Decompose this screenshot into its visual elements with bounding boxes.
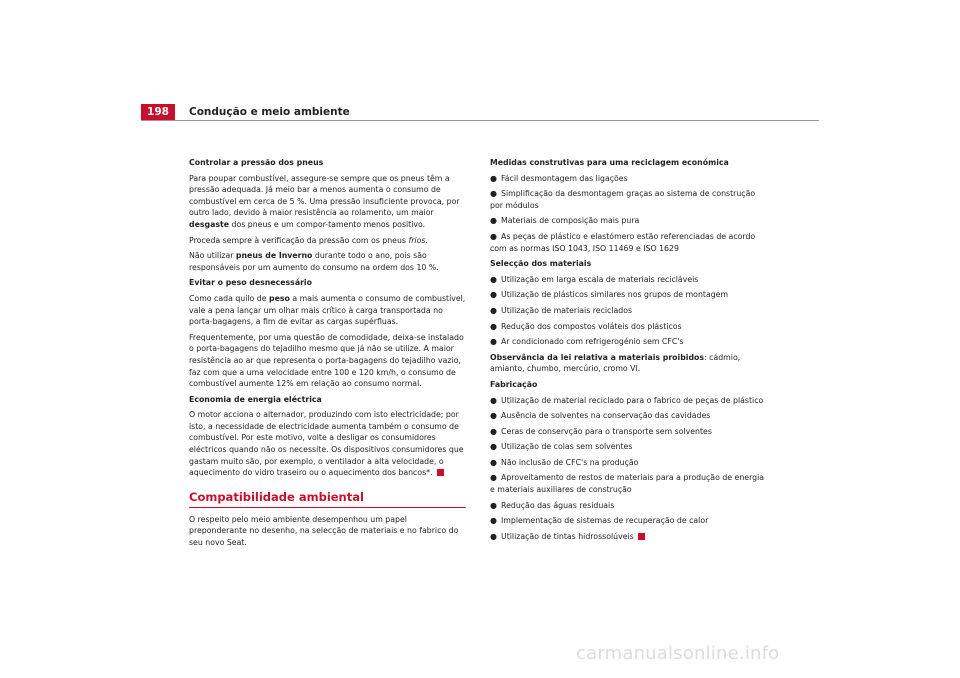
- right-column: [490, 154, 767, 546]
- bullet-icon: ●: [490, 274, 497, 284]
- bold-run: Observância da lei relativa a materiais proibidos: [490, 352, 705, 362]
- weight-paragraph-1: [189, 293, 466, 328]
- list-item-text: Redução dos compostos voláteis dos plásticos: [501, 321, 682, 331]
- bullet-icon: ●: [490, 337, 497, 347]
- page-number-badge: 198: [141, 104, 175, 121]
- text-run: : cádmio, amianto, chumbo, mercúrio, cromo VI.: [490, 352, 741, 374]
- italic-run: frios: [408, 235, 426, 245]
- electric-paragraph: [189, 409, 466, 479]
- text-run: a mais aumenta o consumo de combustível, vale a pena lançar um olhar mais crítico à carga transportada no porta-bagagens, a fim de evitar as cargas supérfluas.: [189, 293, 466, 327]
- text-run: dos pneus e um compor-tamento menos positivo.: [229, 219, 426, 229]
- end-of-section-mark: [437, 469, 444, 476]
- section-paragraph: O respeito pelo meio ambiente desempenhou um papel preponderante no desenho, na selecção de materiais e no fabrico do seu novo Seat.: [189, 514, 459, 548]
- tire-pressure-heading: Controlar a pressão dos pneus: [189, 158, 324, 167]
- list-item-text: As peças de plástico e elastómero estão referenciadas de acordo com as normas ISO 1043, ISO 11469 e ISO 1629: [490, 231, 756, 253]
- text-run: durante todo o ano, pois são responsáveis por um aumento do consumo na ordem dos 10 %.: [189, 251, 439, 272]
- tire-paragraph-2: [189, 235, 466, 247]
- list-item-text: Implementação de sistemas de recuperação de calor: [501, 516, 709, 526]
- bold-run: desgaste: [189, 219, 230, 229]
- bullet-icon: ●: [490, 442, 497, 452]
- list-item: [490, 173, 767, 185]
- bullet-icon: ●: [490, 305, 497, 315]
- list-item: [490, 336, 767, 348]
- list-item-text: Utilização de material reciclado para o fabrico de peças de plástico: [501, 395, 764, 405]
- list-item-text: Utilização de colas sem solventes: [501, 442, 633, 452]
- list-item: [490, 231, 767, 254]
- bullet-icon: ●: [490, 231, 497, 241]
- list-item: [490, 274, 767, 286]
- weight-paragraph-2: Frequentemente, por uma questão de comodidade, deixa-se instalado o porta-bagagens do tejadilho mesmo que já não se utilize. A maior resistência ao ar que representa o porta-bagagens do tejadilho vazio, faz com que a uma velocidade entre 100 e 120 km/h, o consumo de combustível aumente 12% em relação ao consumo normal.: [189, 332, 464, 389]
- end-of-section-mark: [638, 533, 645, 540]
- bullet-icon: ●: [490, 321, 497, 331]
- bullet-icon: ●: [490, 216, 497, 226]
- bullet-icon: ●: [490, 395, 497, 405]
- electric-heading: Economia de energia eléctrica: [189, 394, 322, 404]
- list-item: [490, 321, 767, 333]
- bullet-icon: ●: [490, 411, 497, 421]
- left-column: [189, 154, 466, 553]
- bullet-icon: ●: [490, 173, 497, 183]
- bold-run: peso: [269, 293, 290, 303]
- bold-run: pneus de Inverno: [235, 251, 313, 261]
- list-item: [490, 515, 767, 527]
- section-heading: Compatibilidade ambiental: [189, 489, 466, 508]
- list-item: [490, 457, 767, 469]
- text-run: O motor acciona o alternador, produzindo com isto electricidade; por isto, a necessidade de electricidade aumenta também o consumo de combustível. Por este motivo, volte a desligar os consumidores eléctricos quando não os necessite. Os dispositivos consumidores que gastam muito são, por exemplo, o ventilador a alta velocidade, o aquecimento do vidro traseiro ou o aquecimento dos bancos*.: [189, 410, 464, 478]
- bullet-icon: ●: [490, 290, 497, 300]
- list-item-text: Simplificação da desmontagem graças ao sistema de construção por módulos: [490, 189, 756, 210]
- manufacture-list: [490, 395, 767, 543]
- list-item: [490, 472, 767, 495]
- list-item: [490, 441, 767, 453]
- text-run: Como cada quilo de: [189, 293, 270, 303]
- list-item-text: Aproveitamento de restos de materiais para a produção de energia e materiais auxiliares de construção: [490, 473, 765, 495]
- text-run: Para poupar combustível, assegure-se sempre que os pneus têm a pressão adequada. Já meio bar a menos aumenta o consumo de combustível em cerca de 5 %. Uma pressão insuficiente provoca, por outro lado, devido à maior resistência ao rolamento, um maior: [189, 173, 460, 218]
- text-run: .: [425, 235, 428, 245]
- list-item-text: Materiais de composição mais pura: [501, 216, 640, 226]
- list-item: [490, 531, 767, 543]
- list-item-text: Ceras de conservção para o transporte sem solventes: [501, 426, 712, 436]
- materials-list: [490, 274, 767, 348]
- list-item: [490, 289, 767, 301]
- list-item-text: Utilização de tintas hidrossolúveis: [501, 531, 634, 541]
- list-item-text: Utilização de plásticos similares nos grupos de montagem: [501, 290, 729, 300]
- tire-paragraph-1: [189, 173, 466, 231]
- bullet-icon: ●: [490, 500, 497, 510]
- watermark-text: carmanualsonline.info: [576, 643, 780, 664]
- list-item: [490, 410, 767, 422]
- bullet-icon: ●: [490, 189, 497, 199]
- list-item-text: Utilização em larga escala de materiais recicláveis: [501, 274, 699, 284]
- list-item: [490, 188, 767, 211]
- manufacture-heading: Fabricação: [490, 379, 538, 389]
- bullet-icon: ●: [490, 516, 497, 526]
- list-item-text: Fácil desmontagem das ligações: [501, 173, 628, 183]
- text-run: Proceda sempre à verificação da pressão com os pneus: [189, 235, 409, 245]
- header-divider: [141, 120, 819, 121]
- bullet-icon: ●: [490, 531, 497, 541]
- list-item: [490, 426, 767, 438]
- tire-paragraph-3: [189, 250, 466, 273]
- prohibited-materials-paragraph: [490, 352, 767, 375]
- bullet-icon: ●: [490, 473, 497, 483]
- text-run: Não utilizar: [189, 251, 236, 261]
- list-item-text: Não inclusão de CFC's na produção: [501, 457, 639, 467]
- list-item: [490, 500, 767, 512]
- list-item: [490, 215, 767, 227]
- list-item-text: Utilização de materiais reciclados: [501, 305, 633, 315]
- measures-list: [490, 173, 767, 255]
- bullet-icon: ●: [490, 426, 497, 436]
- weight-heading: Evitar o peso desnecessário: [189, 278, 312, 288]
- list-item-text: Ausência de solventes na conservação das cavidades: [501, 411, 711, 421]
- bullet-icon: ●: [490, 457, 497, 467]
- measures-heading: Medidas construtivas para uma reciclagem económica: [490, 158, 729, 167]
- list-item: [490, 395, 767, 407]
- list-item-text: Redução das águas residuais: [501, 500, 615, 510]
- list-item: [490, 305, 767, 317]
- list-item-text: Ar condicionado com refrigerogénio sem CFC's: [501, 337, 684, 347]
- materials-heading: Selecção dos materiais: [490, 259, 592, 269]
- chapter-title: Condução e meio ambiente: [189, 106, 350, 118]
